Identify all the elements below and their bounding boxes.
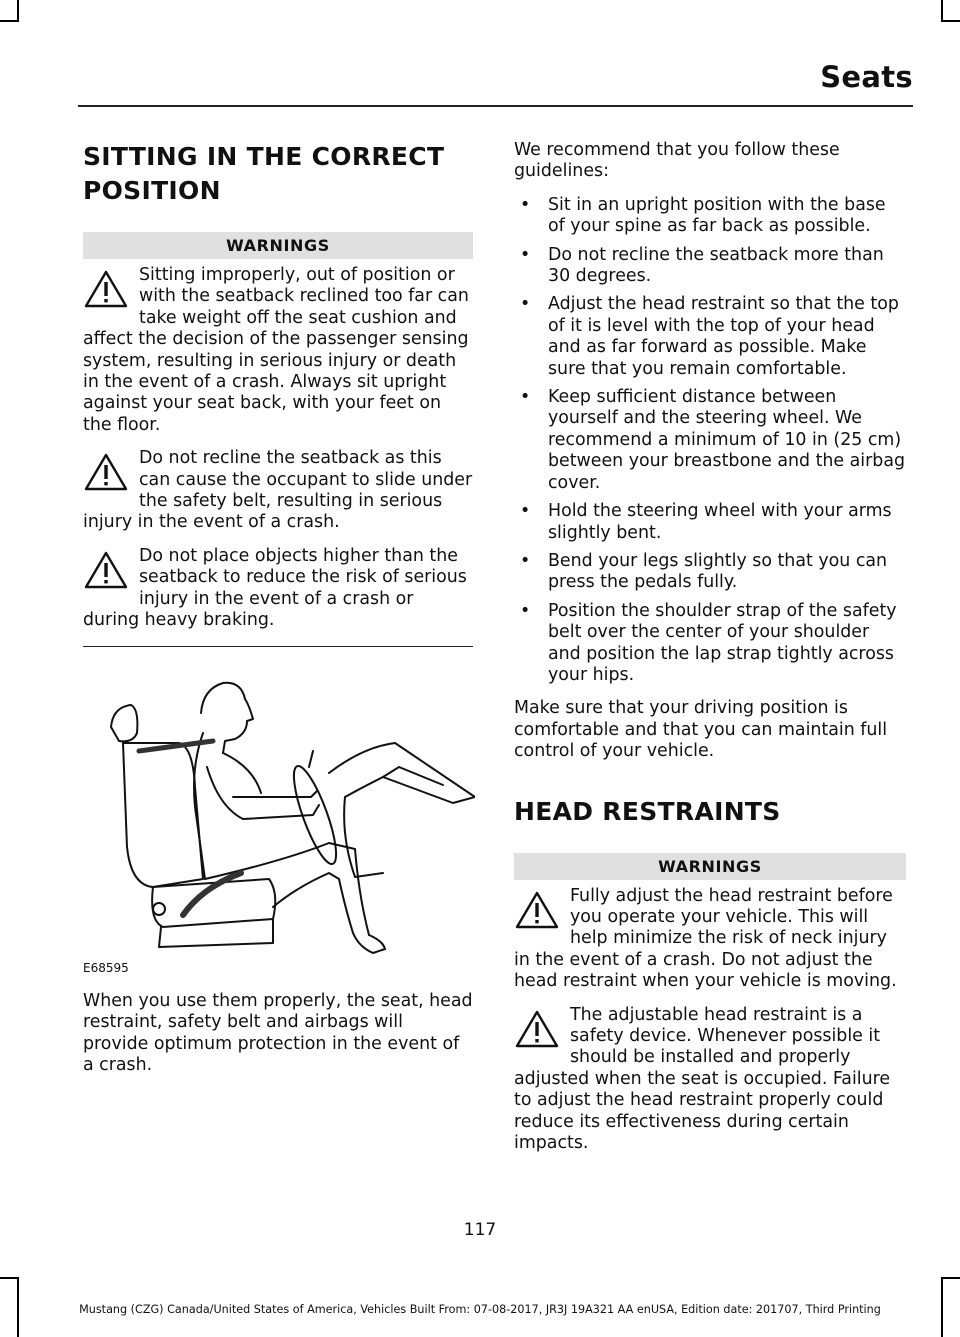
warning-triangle-icon: [514, 890, 560, 930]
warning-item: [83, 265, 473, 436]
list-item: • Adjust the head restraint so that the top of it is level with the top of your head and as far forward as possible. Make sure that you remain comfortable.: [514, 294, 906, 380]
list-item: • Position the shoulder strap of the safety belt over the center of your shoulder and position the lap strap tightly across your hips.: [514, 601, 906, 687]
driver-seating-drawing: [83, 647, 475, 977]
right-column: [514, 140, 906, 1166]
list-item: • Keep sufficient distance between yourself and the steering wheel. We recommend a minimum of 10 in (25 cm) between your breastbone and the airbag cover.: [514, 387, 906, 494]
warning-item: [83, 546, 473, 632]
header-rule: [78, 105, 913, 107]
crop-mark: [941, 1277, 960, 1279]
warning-text: The adjustable head restraint is a safety device. Whenever possible it should be installed and properly adjusted when the seat is occupied. Failure to adjust the head restraint properly could reduce its effectiveness during certain impacts.: [514, 1004, 891, 1154]
guidelines-list: [514, 195, 906, 687]
warning-triangle-icon: [83, 550, 129, 590]
left-column: [83, 140, 473, 1089]
warning-item: [83, 448, 473, 534]
crop-mark: [0, 1277, 19, 1279]
warning-item: [514, 886, 906, 993]
warning-triangle-icon: [83, 452, 129, 492]
head-restraints-heading: HEAD RESTRAINTS: [514, 796, 781, 826]
list-item: • Bend your legs slightly so that you can press the pedals fully.: [514, 551, 906, 594]
intro-paragraph: When you use them properly, the seat, head restraint, safety belt and airbags will provide optimum protection in the event of a crash.: [83, 991, 473, 1076]
crop-mark: [941, 0, 943, 22]
warning-triangle-icon: [83, 269, 129, 309]
figure-code: E68595: [83, 961, 129, 975]
section-title: Seats: [820, 60, 913, 94]
closing-paragraph: Make sure that your driving position is comfortable and that you can maintain full control of your vehicle.: [514, 698, 888, 762]
warning-text: Do not place objects higher than the seatback to reduce the risk of serious injury in the event of a crash or during heavy braking.: [83, 545, 467, 631]
warning-text: Sitting improperly, out of position or with the seatback reclined too far can take weight off the seat cushion and affect the decision of the passenger sensing system, resulting in serious injury or death in the event of a crash. Always sit upright against your seat back, with your feet on the floor.: [83, 265, 469, 435]
crop-mark: [941, 20, 960, 22]
warnings-label: WARNINGS: [83, 232, 473, 259]
warning-text: Do not recline the seatback as this can cause the occupant to slide under the safety belt, resulting in serious injury in the event of a crash.: [83, 448, 473, 533]
crop-mark: [0, 20, 19, 22]
warning-text: Fully adjust the head restraint before you operate your vehicle. This will help minimize the risk of neck injury in the event of a crash. Do not adjust the head restraint when your vehicle is moving.: [514, 885, 897, 992]
guidelines-intro: We recommend that you follow these guidelines:: [514, 140, 840, 182]
crop-mark: [17, 0, 19, 22]
warning-item: [514, 1005, 906, 1155]
seating-position-illustration: [83, 647, 473, 977]
warnings-label: WARNINGS: [514, 853, 906, 880]
list-item: • Hold the steering wheel with your arms slightly bent.: [514, 501, 906, 544]
warning-triangle-icon: [514, 1009, 560, 1049]
list-item: • Sit in an upright position with the base of your spine as far back as possible.: [514, 195, 906, 238]
page-number: 117: [463, 1220, 497, 1240]
list-item: • Do not recline the seatback more than 30 degrees.: [514, 245, 906, 288]
footer-text: Mustang (CZG) Canada/United States of America, Vehicles Built From: 07-08-2017, JR3J 19A321 AA enUSA, Edition date: 201707, Third Printing: [79, 1303, 881, 1316]
section-heading: SITTING IN THE CORRECT POSITION: [83, 142, 445, 205]
